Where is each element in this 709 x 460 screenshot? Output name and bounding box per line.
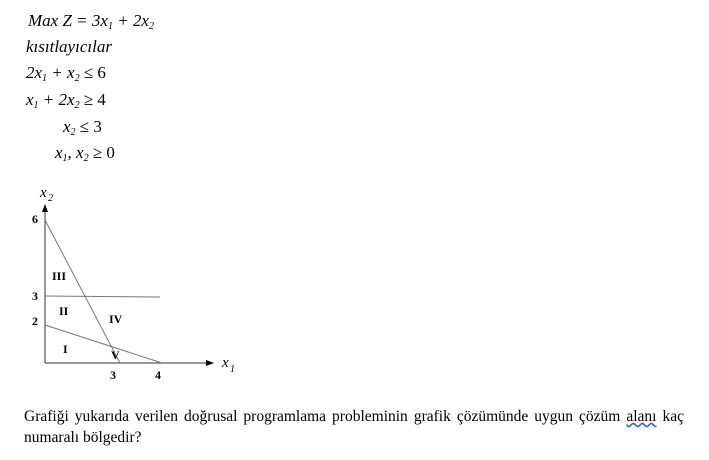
objective-lhs: Max Z = 3x xyxy=(28,11,108,30)
c2-c: ≥ 4 xyxy=(79,90,106,109)
question-part1: Grafiği yukarıda verilen doğrusal programlama probleminin grafik çözümünde uygun çözüm xyxy=(24,408,627,425)
constraint-line-1 xyxy=(45,220,120,363)
objective-function xyxy=(28,11,154,37)
c2-a: x xyxy=(26,90,34,109)
constraint-3 xyxy=(63,117,102,143)
c4-s2: 2 xyxy=(83,153,89,164)
constraint-2 xyxy=(26,90,106,116)
region-label-v: V xyxy=(111,348,120,362)
c2-s1: 1 xyxy=(33,100,39,111)
c1-a: 2x xyxy=(26,63,43,82)
c1-s1: 1 xyxy=(42,73,48,84)
y-tick-6: 6 xyxy=(32,212,38,226)
x-axis-arrow xyxy=(206,360,214,366)
c3-a: x xyxy=(63,117,71,136)
y-axis-label: x xyxy=(40,185,47,201)
objective-sub1: 1 xyxy=(107,21,113,32)
c4-s1: 1 xyxy=(62,153,68,164)
constraint-line-3 xyxy=(45,296,160,297)
y-axis-arrow xyxy=(42,204,48,212)
c1-s2: 2 xyxy=(74,73,80,84)
y-tick-2: 2 xyxy=(32,314,38,328)
region-label-i: I xyxy=(63,342,68,356)
c1-b: + x xyxy=(47,63,75,82)
x-axis-label: x xyxy=(222,355,229,371)
c3-s1: 2 xyxy=(70,127,76,138)
x-tick-4: 4 xyxy=(155,368,161,382)
c4-b: , x xyxy=(67,143,84,162)
region-label-ii: II xyxy=(59,304,69,318)
y-tick-3: 3 xyxy=(32,289,38,303)
c4-c: ≥ 0 xyxy=(88,143,115,162)
question-text xyxy=(24,406,684,448)
c4-a: x xyxy=(55,143,63,162)
constraint-1 xyxy=(26,63,106,89)
objective-rhs: + 2x xyxy=(112,11,149,30)
region-label-iii: III xyxy=(52,269,67,283)
objective-sub2: 2 xyxy=(148,21,154,32)
question-underlined-word: alanı xyxy=(626,408,657,425)
c2-s2: 2 xyxy=(74,100,80,111)
c3-c: ≤ 3 xyxy=(75,117,102,136)
constraint-nonneg xyxy=(55,143,115,169)
c1-c: ≤ 6 xyxy=(79,63,106,82)
x-axis-label-sub: 1 xyxy=(230,364,235,375)
region-label-iv: IV xyxy=(109,312,123,326)
c2-b: + 2x xyxy=(38,90,75,109)
feasible-region-graph xyxy=(0,180,260,390)
x-tick-3: 3 xyxy=(110,368,116,382)
question-part2: kaç numaralı bölgedir? xyxy=(24,408,684,446)
constraints-label: kısıtlayıcılar xyxy=(26,37,112,56)
y-axis-label-sub: 2 xyxy=(48,193,53,204)
